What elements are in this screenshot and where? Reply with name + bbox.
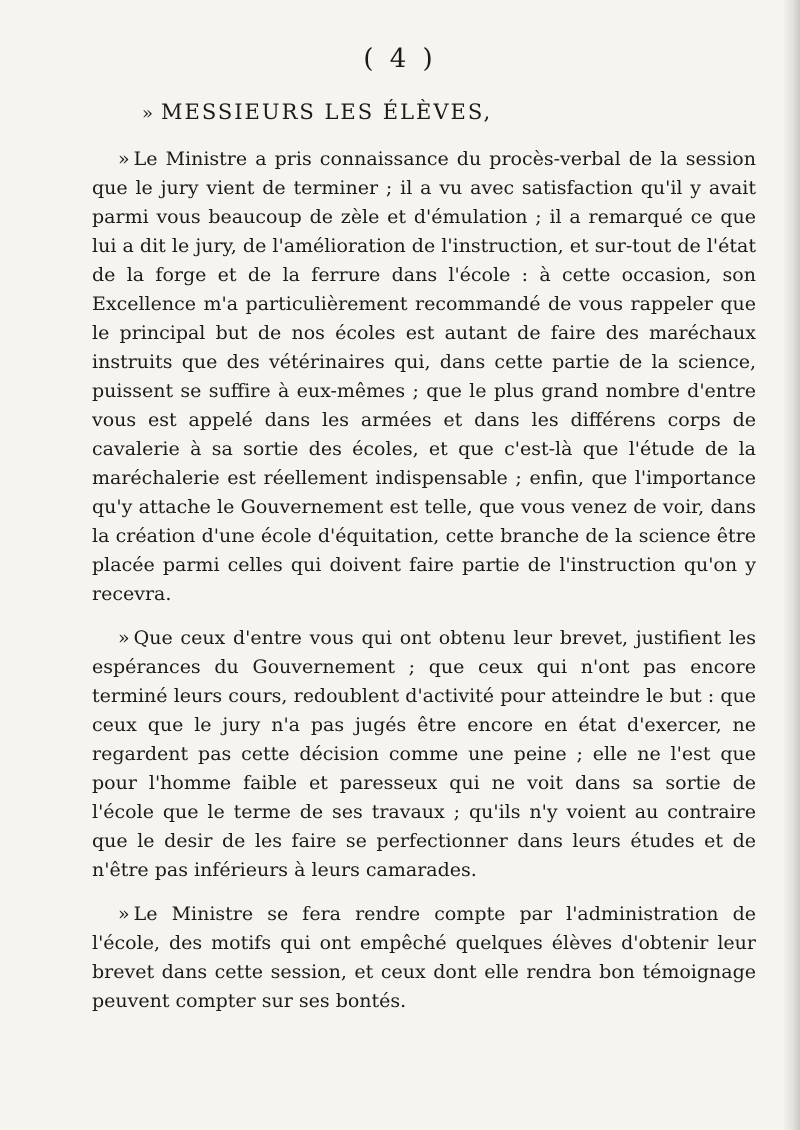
paragraph-2-quote-mark: » (118, 627, 130, 649)
paragraph-3-quote-mark: » (118, 903, 130, 925)
paragraph-1-quote-mark: » (118, 148, 130, 170)
paragraph-2 (92, 624, 756, 885)
paragraph-2-text: Que ceux d'entre vous qui ont obtenu leur brevet, justifient les espérances du Gouvernement ; que ceux qui n'ont pas encore terminé leurs cours, redoublent d'activité pour atteindre le but : que ceux que le jury n'a pas jugés être encore en état d'exercer, ne regardent pas cette décision comme une peine ; elle ne l'est que pour l'homme faible et paresseux qui ne voit dans sa sortie de l'école que le terme de ses travaux ; qu'ils n'y voient au contraire que le desir de les faire se perfectionner dans leurs études et de n'être pas inférieurs à leurs camarades. (92, 627, 756, 881)
salutation-text: MESSIEURS LES ÉLÈVES, (161, 100, 493, 124)
letter-body (92, 145, 756, 1031)
paragraph-3 (92, 900, 756, 1016)
salutation (142, 100, 492, 124)
page-number: ( 4 ) (363, 44, 437, 74)
paragraph-1 (92, 145, 756, 609)
salutation-quote-mark: » (142, 103, 156, 124)
paragraph-1-text: Le Ministre a pris connaissance du procès-verbal de la session que le jury vient de terminer ; il a vu avec satisfaction qu'il y avait parmi vous beaucoup de zèle et d'émulation ; il a remarqué ce que lui a dit le jury, de l'amélioration de l'instruction, et sur-tout de l'état de la forge et de la ferrure dans l'école : à cette occasion, son Excellence m'a particulièrement recommandé de vous rappeler que le principal but de nos écoles est autant de faire des maréchaux instruits que des vétérinaires qui, dans cette partie de la science, puissent se suffire à eux-mêmes ; que le plus grand nombre d'entre vous est appelé dans les armées et dans les différens corps de cavalerie à sa sortie des écoles, et que c'est-là que l'étude de la maréchalerie est réellement indispensable ; enfin, que l'importance qu'y attache le Gouvernement est telle, que vous venez de voir, dans la création d'une école d'équitation, cette branche de la science être placée parmi celles qui doivent faire partie de l'instruction qu'on y recevra. (92, 148, 756, 605)
page-edge-shadow (782, 0, 800, 1130)
paragraph-3-text: Le Ministre se fera rendre compte par l'administration de l'école, des motifs qui ont empêché quelques élèves d'obtenir leur brevet dans cette session, et ceux dont elle rendra bon témoignage peuvent compter sur ses bontés. (92, 903, 756, 1012)
